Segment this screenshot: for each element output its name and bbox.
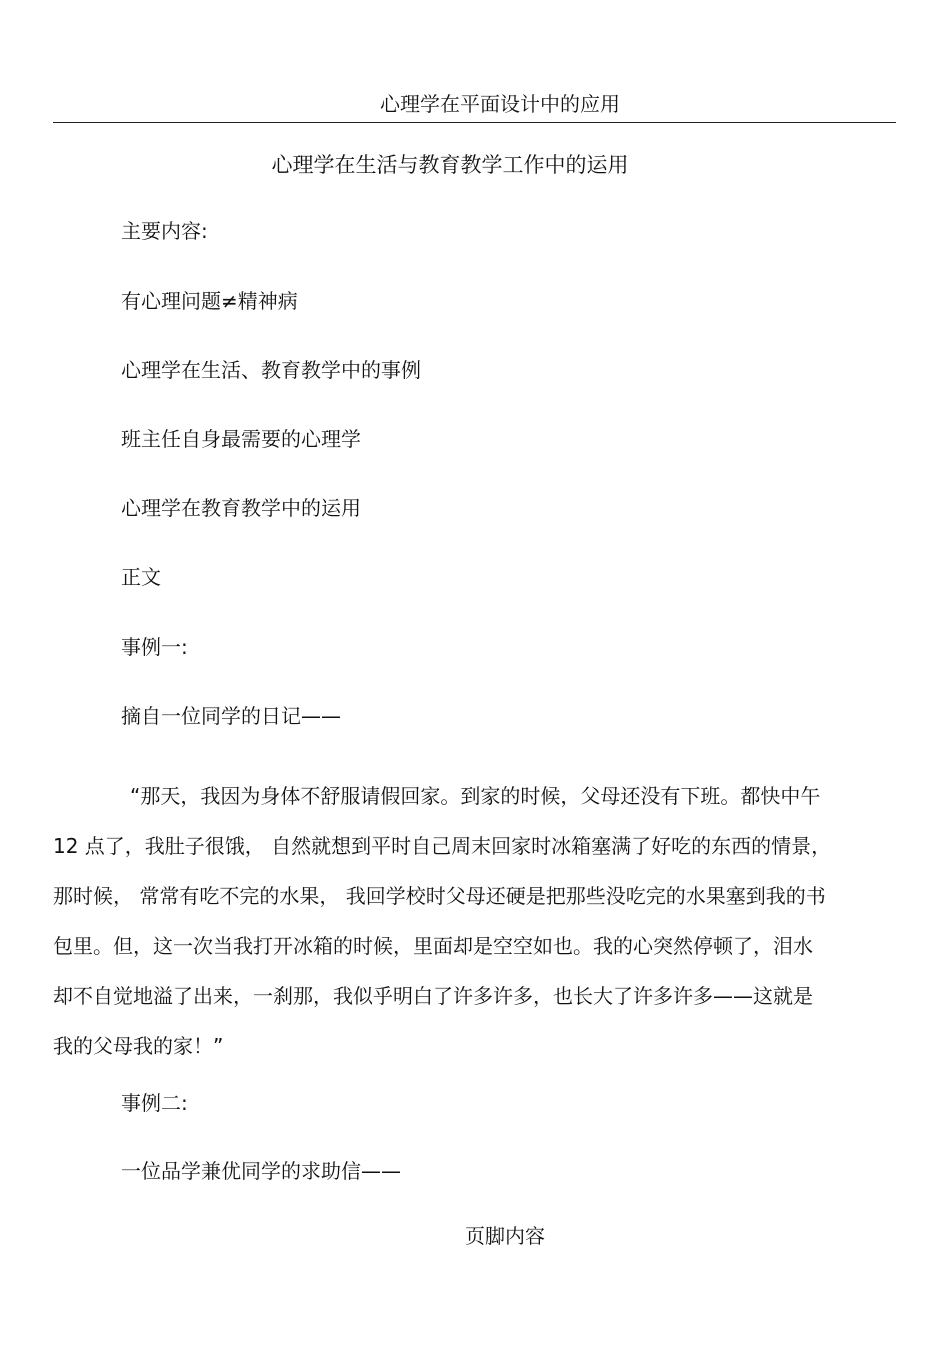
paragraph-line: 却不自觉地溢了出来，一刹那，我似乎明白了许多许多，也长大了许多许多——这就是	[53, 984, 813, 1008]
outline-item: 有心理问题≠精神病	[121, 289, 298, 313]
page-footer: 页脚内容	[465, 1224, 545, 1248]
outline-heading: 主要内容:	[121, 219, 208, 243]
example-source: 摘自一位同学的日记——	[121, 704, 341, 728]
example-source: 一位品学兼优同学的求助信——	[121, 1159, 401, 1183]
outline-item: 心理学在生活、教育教学中的事例	[121, 358, 421, 382]
example-heading: 事例一:	[121, 635, 188, 659]
body-heading: 正文	[121, 565, 161, 589]
diary-quote-paragraph	[53, 771, 863, 1071]
paragraph-line: 12 点了，我肚子很饿， 自然就想到平时自己周末回家时冰箱塞满了好吃的东西的情景，	[53, 834, 832, 858]
example-heading: 事例二:	[121, 1091, 188, 1115]
paragraph-line: 包里。但，这一次当我打开冰箱的时候，里面却是空空如也。我的心突然停顿了，泪水	[53, 934, 813, 958]
paragraph-line: 那时候， 常常有吃不完的水果， 我回学校时父母还硬是把那些没吃完的水果塞到我的书	[53, 884, 826, 908]
outline-item: 心理学在教育教学中的运用	[121, 496, 361, 520]
page-header: 心理学在平面设计中的应用	[380, 92, 620, 116]
header-divider	[53, 122, 896, 123]
paragraph-line: 我的父母我的家！”	[53, 1034, 224, 1058]
paragraph-line: “那天，我因为身体不舒服请假回家。到家的时候，父母还没有下班。都快中午	[130, 784, 821, 808]
outline-item: 班主任自身最需要的心理学	[121, 427, 361, 451]
document-title: 心理学在生活与教育教学工作中的运用	[271, 153, 629, 177]
